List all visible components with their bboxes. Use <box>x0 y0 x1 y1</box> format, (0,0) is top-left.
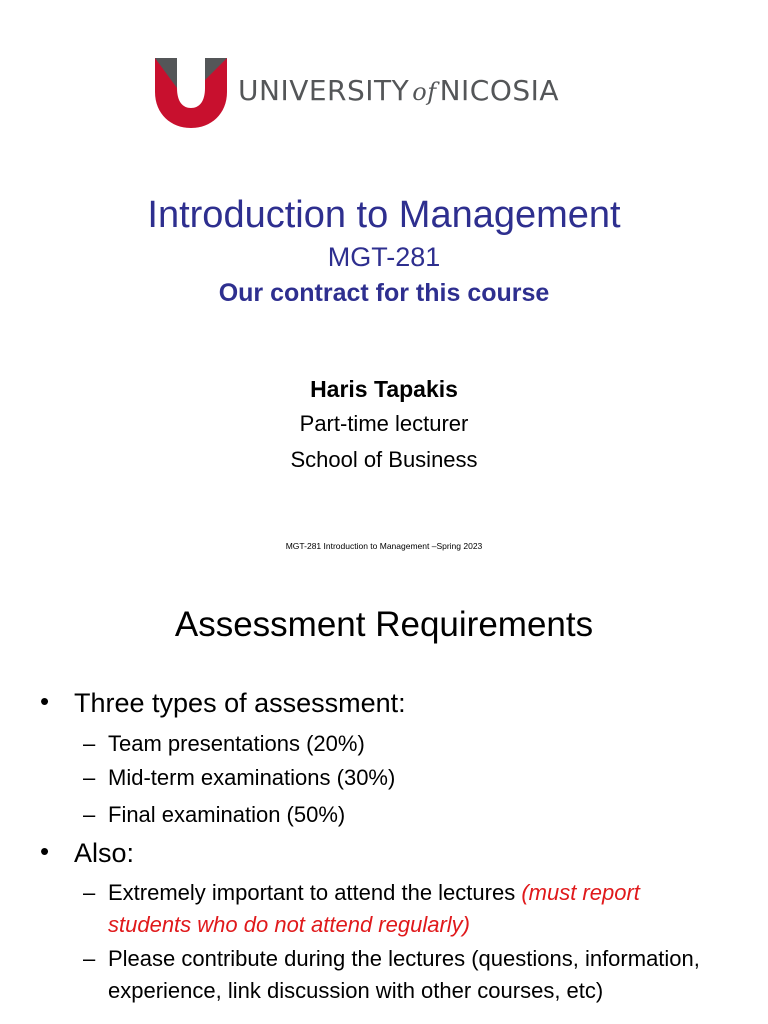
sub-bullet-text: Extremely important to attend the lectures <box>108 880 522 905</box>
slide-footer: MGT-281 Introduction to Management –Spring 2023 <box>285 541 483 551</box>
dash-icon: – <box>83 946 96 971</box>
lecturer-role: Part-time lecturer <box>299 411 469 436</box>
sub-bullet-item: – Mid-term examinations (30%) <box>83 762 703 794</box>
assessment-slide: Assessment Requirements • Three types of assessment: – Team presentations (20%) – Mid-term examinations (30%) – Final examination (50%) • Also: – Extremely important to attend the lectures (must report students who do not attend regularly) – Please contribute during the lectures (questions, information, experience, link discussion with other courses, etc) <box>0 575 768 1024</box>
sub-bullet-item: – Final examination (50%) <box>83 799 703 831</box>
course-title: Introduction to Management <box>147 194 621 236</box>
university-shield-icon <box>155 58 227 128</box>
lecturer-name: Haris Tapakis <box>310 376 458 402</box>
sub-bullet-item: – Team presentations (20%) <box>83 728 703 760</box>
sub-bullet-item: – Please contribute during the lectures (questions, information, experience, link discussion with other courses, etc) <box>83 943 703 1007</box>
slide-title: Assessment Requirements <box>174 605 594 644</box>
dash-icon: – <box>83 731 96 756</box>
dash-icon: – <box>83 880 96 905</box>
bullet-dot-icon: • <box>40 836 50 866</box>
university-name: UNIVERSITY of NICOSIA <box>238 74 560 107</box>
attendance-warning: (must report students who do not attend regularly) <box>108 880 640 937</box>
course-subtitle: Our contract for this course <box>218 279 550 307</box>
university-logo <box>150 55 620 129</box>
bullet-dot-icon: • <box>40 686 50 716</box>
dash-icon: – <box>83 802 96 827</box>
sub-bullet-item <box>83 877 703 941</box>
lecturer-school: School of Business <box>290 447 478 472</box>
course-code: MGT-281 <box>327 242 441 272</box>
dash-icon: – <box>83 765 96 790</box>
